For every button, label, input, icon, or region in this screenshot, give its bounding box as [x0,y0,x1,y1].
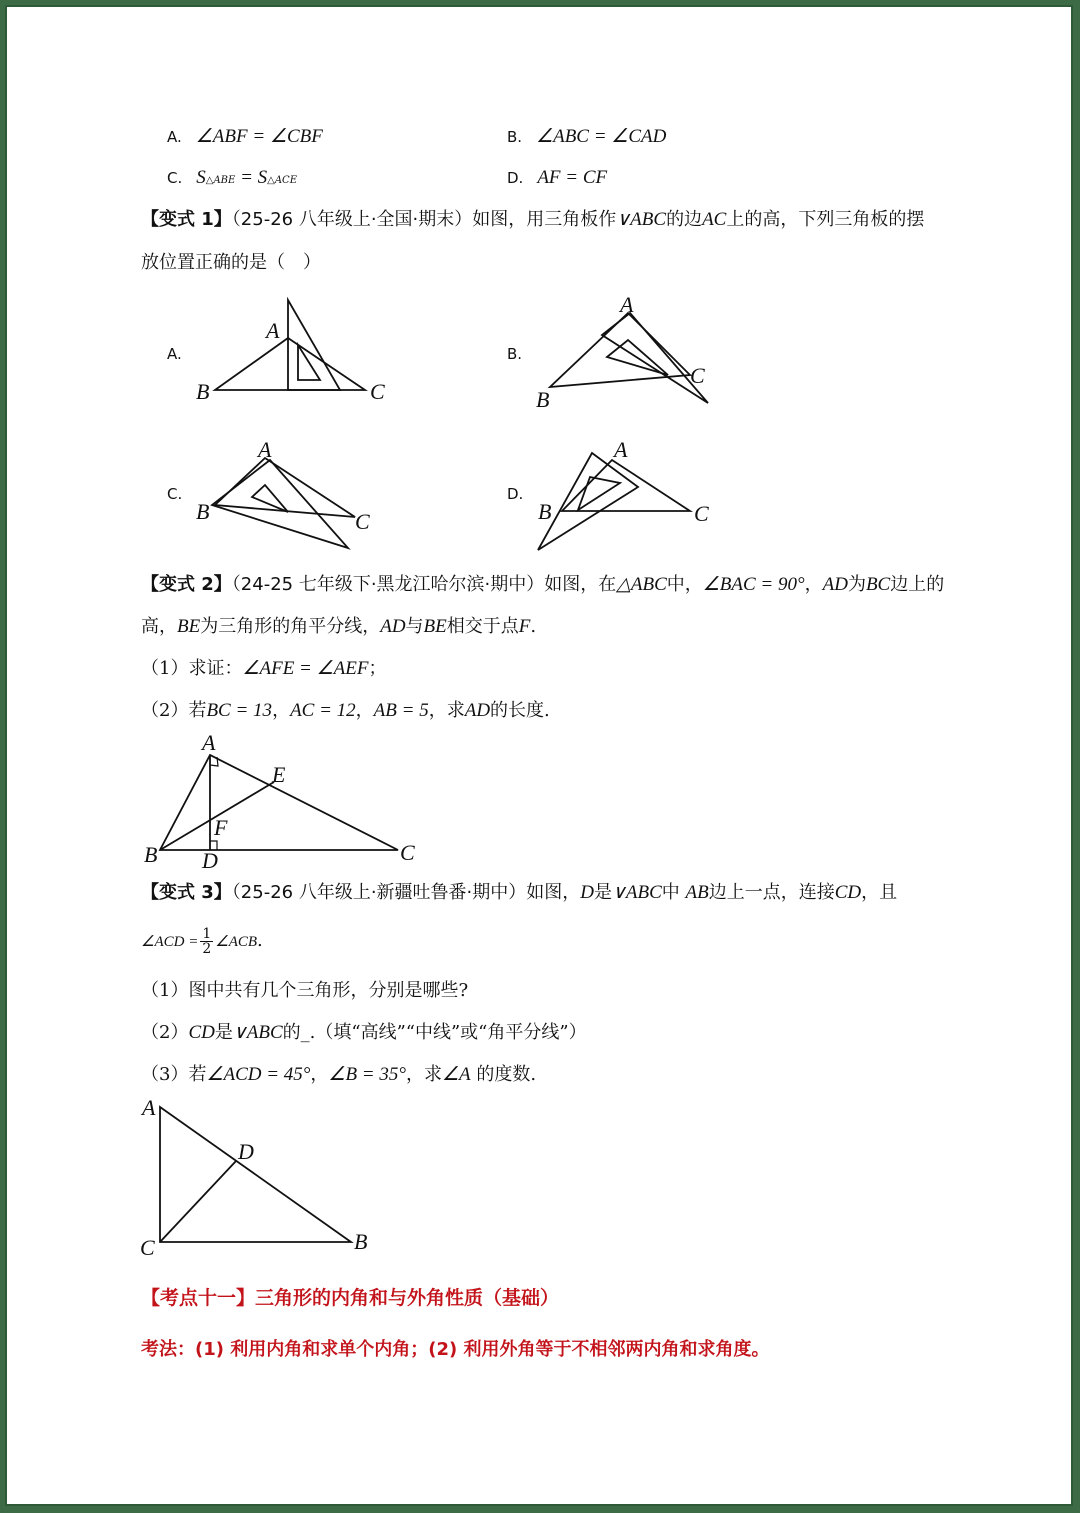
fig-v2-label-f: F [214,815,228,840]
fig-v3-label-c: C [140,1235,155,1260]
figure-v3 [138,1095,388,1265]
fig-c-label-c: C [355,509,370,534]
fraction: $\frac{1}{2}$ [202,925,212,957]
section-title: 【考点十一】三角形的内角和与外角性质（基础） [141,1287,560,1309]
fig-c-label-a: A [258,437,272,462]
variant3-part2: （2）CD是∨ABC的_.（填“高线”“中线”或“角平分线”） [141,1022,587,1043]
v1-option-b[interactable]: B. [507,345,523,363]
option-d-expr: AF = CF [537,167,608,188]
v1-option-d[interactable]: D. [507,485,524,503]
figure-v2 [140,730,430,875]
fig-b-label-a: A [620,295,634,317]
fig-c-label-b: B [196,499,210,524]
fig-v2-label-b: B [144,842,158,867]
figure-v1-d [530,435,730,555]
fig-v2-label-d: D [202,848,218,873]
option-d[interactable]: D. AF = CF [507,167,608,188]
variant2-part2: （2）若BC = 13，AC = 12，AB = 5，求AD的长度. [141,700,550,721]
fig-a-label-a: A [266,318,280,343]
fig-v2-label-a: A [202,730,216,755]
fig-b-label-c: C [690,363,705,388]
option-c[interactable]: C. S△ABE = S△ACE [167,167,298,188]
fig-a-label-c: C [370,379,385,404]
variant3-part1: （1）图中共有几个三角形，分别是哪些? [141,980,469,1001]
option-a[interactable]: A. ∠ABF = ∠CBF [167,126,323,147]
option-a-expr: ∠ABF = ∠CBF [195,126,323,147]
fig-d-label-b: B [538,499,552,524]
v1-option-a[interactable]: A. [167,345,182,363]
figure-v1-a [190,295,400,410]
fig-v3-label-b: B [354,1229,368,1254]
variant3-line2: ∠ACD = $\frac{1}{2}$ ∠ACB. [141,925,263,957]
variant2-part1: （1）求证：∠AFE = ∠AEF； [141,658,387,679]
fig-d-label-c: C [694,501,709,526]
fig-d-label-a: A [614,437,628,462]
fig-v2-label-e: E [272,762,286,787]
fig-a-label-b: B [196,379,210,404]
figure-v1-b [530,295,730,415]
variant1-line2: 放位置正确的是（ ） [141,252,321,273]
option-b-expr: ∠ABC = ∠CAD [536,126,667,147]
variant1-line1: 【变式 1】（25-26 八年级上·全国·期末）如图，用三角板作∨ABC的边AC上的高，下列三角板的摆 [141,209,925,230]
fig-v3-label-d: D [238,1139,254,1164]
variant3-part3: （3）若∠ACD = 45°，∠B = 35°，求∠A 的度数. [141,1064,537,1085]
option-b[interactable]: B. ∠ABC = ∠CAD [507,126,667,147]
variant2-line1: 【变式 2】（24-25 七年级下·黑龙江哈尔滨·期中）如图，在△ABC中，∠BAC = 90°，AD为BC边上的 [141,574,945,595]
fig-b-label-b: B [536,387,550,412]
v1-option-c[interactable]: C. [167,485,183,503]
fig-v2-label-c: C [400,840,415,865]
section-method: 考法：(1) 利用内角和求单个内角；(2) 利用外角等于不相邻两内角和求角度。 [141,1339,770,1360]
figure-v1-c [190,435,390,555]
fig-v3-label-a: A [142,1095,156,1120]
variant3-line1: 【变式 3】（25-26 八年级上·新疆吐鲁番·期中）如图，D是∨ABC中 AB边上一点，连接CD，且 [141,882,898,903]
variant2-line2: 高，BE为三角形的角平分线，AD与BE相交于点F. [141,616,537,637]
